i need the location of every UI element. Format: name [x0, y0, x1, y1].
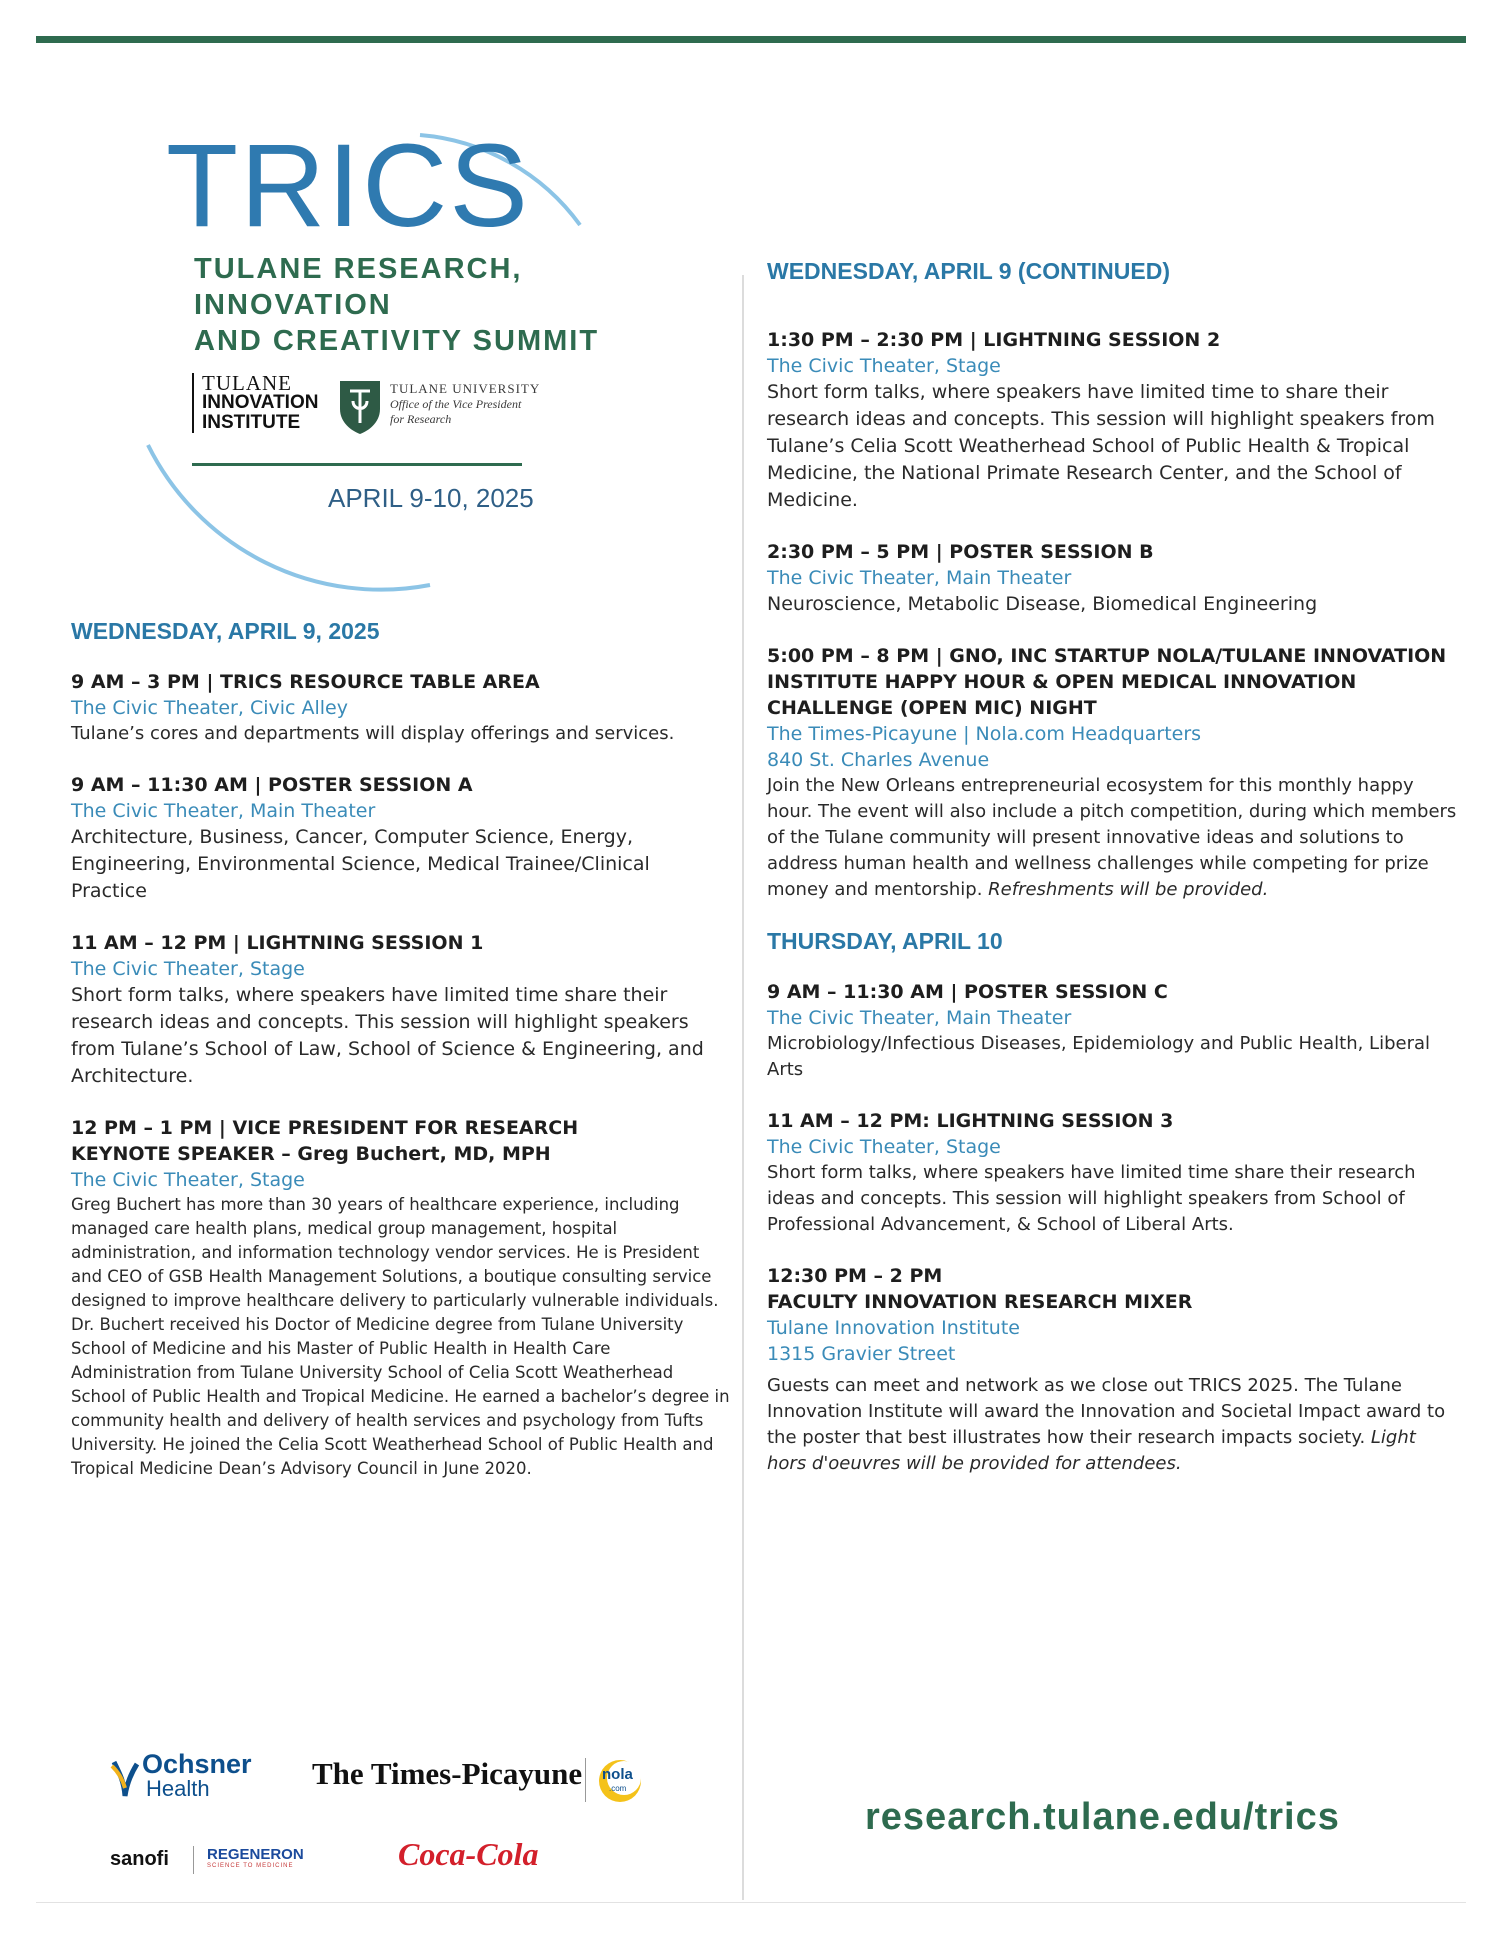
event-note: Refreshments will be provided.	[988, 879, 1269, 900]
event-location: The Civic Theater, Stage	[71, 958, 305, 980]
event-address: 840 St. Charles Avenue	[767, 749, 990, 771]
event-description: Guests can meet and network as we close out TRICS 2025. The Tulane Innovation Institute will award the Innovation and Societal Impact award to the poster that best illustrates how their research impacts society. Light hors d'oeuvres will be provided for attendees.	[767, 1375, 1446, 1474]
event-title: 5:00 PM – 8 PM | GNO, INC STARTUP NOLA/TULANE INNOVATION INSTITUTE HAPPY HOUR & OPEN MEDICAL INNOVATION CHALLENGE (OPEN MIC) NIGHT	[767, 645, 1447, 719]
summit-dates: APRIL 9-10, 2025	[328, 483, 534, 513]
event-description: Join the New Orleans entrepreneurial ecosystem for this monthly happy hour. The event will also include a pitch competition, during which members of the Tulane community will present innovative ideas and solutions to address human health and wellness challenges while competing for prize money and mentorship. Refreshments will be provided.	[767, 775, 1457, 900]
regeneron-logo: REGENERON SCIENCE TO MEDICINE	[207, 1846, 304, 1869]
event-description: Architecture, Business, Cancer, Computer Science, Energy, Engineering, Environmental Science, Medical Trainee/Clinical Practice	[71, 826, 650, 902]
event-location: The Times-Picayune | Nola.com Headquarters	[767, 723, 1202, 745]
event-title: 9 AM – 11:30 AM | POSTER SESSION A	[71, 774, 473, 796]
event	[71, 772, 731, 905]
event-description: Greg Buchert has more than 30 years of healthcare experience, including managed care health plans, medical group management, hospital administration, and information technology vendor services. He is President and CEO of GSB Health Management Solutions, a boutique consulting service designed to improve healthcare delivery to particularly vulnerable individuals. Dr. Buchert received his Doctor of Medicine degree from Tulane University School of Medicine and his Master of Public Health in Health Care Administration from Tulane University School of Celia Scott Weatherhead School of Public Health and Tropical Medicine. He earned a bachelor’s degree in community health and delivery of health services and psychology from Tufts University. He joined the Celia Scott Weatherhead School of Public Health and Tropical Medicine Dean’s Advisory Council in June 2020.	[71, 1195, 730, 1478]
event	[767, 1263, 1457, 1477]
event-location: Tulane Innovation Institute	[767, 1317, 1020, 1339]
event-location: The Civic Theater, Main Theater	[767, 567, 1072, 589]
event	[767, 1108, 1457, 1238]
day-heading: WEDNESDAY, APRIL 9, 2025	[71, 618, 380, 644]
bottom-rule	[36, 1902, 1466, 1903]
event	[71, 669, 731, 747]
column-divider	[742, 275, 744, 1900]
tulane-innovation-institute-logo: TULANE INNOVATION INSTITUTE	[192, 373, 318, 433]
event-description: Short form talks, where speakers have limited time to share their research ideas and concepts. This session will highlight speakers from Tulane’s Celia Scott Weatherhead School of Public Health & Tropical Medicine, the National Primate Research Center, and the School of Medicine.	[767, 381, 1435, 511]
top-rule	[36, 36, 1466, 43]
event-location: The Civic Theater, Stage	[71, 1169, 305, 1191]
event-description: Short form talks, where speakers have limited time share their research ideas and concepts. This session will highlight speakers from School of Professional Advancement, & School of Liberal Arts.	[767, 1162, 1416, 1235]
times-picayune-logo: The Times-Picayune	[312, 1756, 583, 1791]
coca-cola-logo: Coca-Cola	[398, 1836, 539, 1872]
event-title: 9 AM – 11:30 AM | POSTER SESSION C	[767, 981, 1168, 1003]
event-address: 1315 Gravier Street	[767, 1343, 956, 1365]
ochsner-health-logo: Ochsner Health	[110, 1752, 252, 1802]
event	[767, 539, 1457, 618]
tulane-vp-research-logo: TULANE UNIVERSITY Office of the Vice President for Research	[390, 381, 541, 426]
event-title: 9 AM – 3 PM | TRICS RESOURCE TABLE AREA	[71, 671, 540, 693]
tulane-shield-icon	[338, 379, 382, 435]
day-heading: THURSDAY, APRIL 10	[767, 928, 1003, 954]
sanofi-logo: sanofi	[110, 1848, 169, 1870]
event-title-line2: FACULTY INNOVATION RESEARCH MIXER	[767, 1291, 1193, 1313]
event-title: 2:30 PM – 5 PM | POSTER SESSION B	[767, 541, 1154, 563]
logo-separator	[193, 1846, 194, 1874]
event-location: The Civic Theater, Stage	[767, 355, 1001, 377]
trics-title: TRICS	[166, 120, 530, 252]
event-title-line2: KEYNOTE SPEAKER – Greg Buchert, MD, MPH	[71, 1143, 551, 1165]
event-description: Tulane’s cores and departments will display offerings and services.	[71, 723, 675, 744]
event-location: The Civic Theater, Main Theater	[767, 1007, 1072, 1029]
event-note: Light hors d'oeuvres will be provided for attendees.	[767, 1427, 1416, 1474]
event	[71, 930, 731, 1090]
event-title: 12:30 PM – 2 PM	[767, 1265, 943, 1287]
day-heading: WEDNESDAY, APRIL 9 (CONTINUED)	[767, 258, 1170, 284]
event	[767, 979, 1457, 1083]
event-description: Short form talks, where speakers have limited time share their research ideas and concepts. This session will highlight speakers from Tulane’s School of Law, School of Science & Engineering, and Architecture.	[71, 984, 704, 1087]
event-description: Neuroscience, Metabolic Disease, Biomedical Engineering	[767, 593, 1318, 615]
event-title: 11 AM – 12 PM: LIGHTNING SESSION 3	[767, 1110, 1174, 1132]
event-title: 12 PM – 1 PM | VICE PRESIDENT FOR RESEARCH	[71, 1117, 579, 1139]
ochsner-ribbon-icon	[110, 1758, 140, 1798]
left-column	[71, 618, 731, 1506]
trics-logo	[140, 115, 640, 595]
summit-name: TULANE RESEARCH, INNOVATION AND CREATIVITY SUMMIT	[194, 253, 600, 357]
right-column	[767, 258, 1457, 1502]
logo-rule	[192, 463, 522, 466]
nola-logo: nola .com	[597, 1758, 643, 1809]
event-location: The Civic Theater, Stage	[767, 1136, 1001, 1158]
logo-separator	[585, 1758, 586, 1802]
event	[71, 1115, 731, 1481]
website-link[interactable]: research.tulane.edu/trics	[865, 1796, 1340, 1838]
event-title: 1:30 PM – 2:30 PM | LIGHTNING SESSION 2	[767, 329, 1221, 351]
event-description: Microbiology/Infectious Diseases, Epidemiology and Public Health, Liberal Arts	[767, 1033, 1431, 1080]
event-location: The Civic Theater, Civic Alley	[71, 697, 348, 719]
event	[767, 327, 1457, 514]
event-title: 11 AM – 12 PM | LIGHTNING SESSION 1	[71, 932, 484, 954]
event-location: The Civic Theater, Main Theater	[71, 800, 376, 822]
event	[767, 643, 1457, 903]
